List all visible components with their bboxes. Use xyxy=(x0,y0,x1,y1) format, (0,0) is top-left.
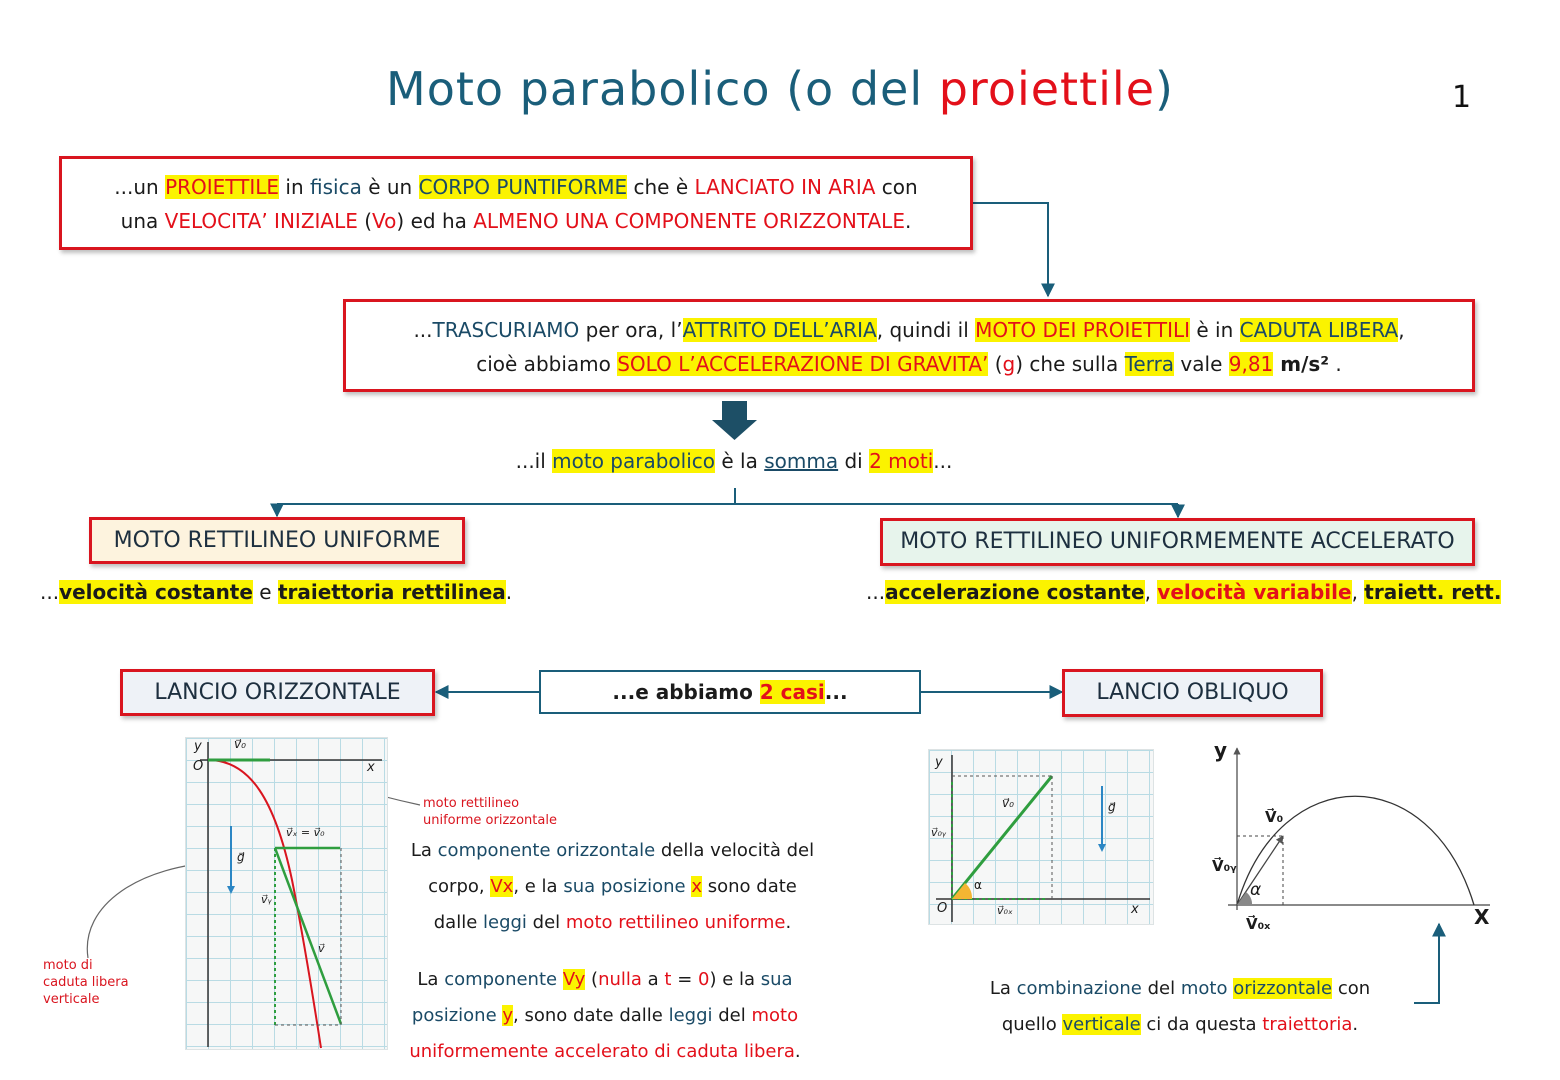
mid-y-label: y xyxy=(935,755,943,770)
cases-box: ...e abbiamo 2 casi... xyxy=(539,670,921,714)
assumption-line-1: ...TRASCURIAMO per ora, l’ATTRITO DELL’ARIA, quindi il MOTO DEI PROIETTILI è in CADUTA LIBERA, xyxy=(413,318,1405,342)
mid-v0-label: v⃗₀ xyxy=(1002,796,1014,810)
left-origin-label: O xyxy=(193,759,204,774)
mid-origin-label: O xyxy=(937,901,948,916)
mid-alpha-label: α xyxy=(974,878,982,892)
left-v0-label: v⃗₀ xyxy=(234,737,246,751)
right-v0y-label: V⃗₀ᵧ xyxy=(1212,857,1237,875)
combination-paragraph xyxy=(980,971,1380,1043)
sum-line: ...il moto parabolico è la somma di 2 moti... xyxy=(515,449,953,473)
left-g-label: g⃗ xyxy=(237,850,245,864)
horizontal-para-line-1: La componente orizzontale della velocità del xyxy=(410,840,815,861)
vertical-para-line-3: uniformemente accelerato di caduta libera. xyxy=(409,1041,801,1062)
horizontal-launch-box: LANCIO ORIZZONTALE xyxy=(120,669,435,716)
uniform-motion-box: MOTO RETTILINEO UNIFORME xyxy=(89,517,465,564)
accelerated-motion-box: MOTO RETTILINEO UNIFORMEMENTE ACCELERATO xyxy=(880,518,1475,566)
right-v0-label: V⃗₀ xyxy=(1265,808,1284,826)
uniform-motion-desc: ...velocità costante e traiettoria rettilinea. xyxy=(40,580,513,604)
definition-line-1: ...un PROIETTILE in fisica è un CORPO PUNTIFORME che è LANCIATO IN ARIA con xyxy=(114,175,918,199)
mid-x-label: x xyxy=(1131,902,1139,917)
left-vy-label: v⃗ᵧ xyxy=(261,893,272,906)
mid-v0y-label: v⃗₀ᵧ xyxy=(931,826,947,839)
left-v-label: v⃗ xyxy=(318,942,325,955)
combination-line-2: quello verticale ci da questa traiettoria. xyxy=(1001,1014,1359,1035)
left-y-label: y xyxy=(194,739,202,754)
right-y-label: y xyxy=(1214,738,1228,762)
right-alpha-label: α xyxy=(1250,880,1262,900)
accelerated-motion-desc: ...accelerazione costante, velocità variabile, traiett. rett. xyxy=(866,580,1502,604)
vertical-para-line-1: La componente Vy (nulla a t = 0) e la sua xyxy=(417,969,793,990)
page-title: Moto parabolico (o del proiettile) xyxy=(386,62,1174,116)
right-v0x-label: V⃗₀ₓ xyxy=(1246,915,1271,933)
left-x-label: x xyxy=(367,760,375,775)
combination-line-1: La combinazione del moto orizzontale con xyxy=(989,978,1371,999)
horizontal-para-line-2: corpo, Vx, e la sua posizione x sono date xyxy=(428,876,797,897)
left-vx-label: v⃗ₓ = v⃗₀ xyxy=(286,826,325,839)
note-uniform-horizontal: moto rettilineo uniforme orizzontale xyxy=(423,796,557,828)
vertical-para-line-2: posizione y, sono date dalle leggi del moto xyxy=(411,1005,799,1026)
horizontal-para-line-3: dalle leggi del moto rettilineo uniforme. xyxy=(433,912,792,933)
mid-g-label: g⃗ xyxy=(1108,800,1116,814)
note-free-fall: moto di caduta libera verticale xyxy=(43,958,129,1007)
definition-line-2: una VELOCITA’ INIZIALE (Vo) ed ha ALMENO UNA COMPONENTE ORIZZONTALE. xyxy=(120,209,912,233)
page-number: 1 xyxy=(1452,80,1472,115)
assumption-line-2: cioè abbiamo SOLO L’ACCELERAZIONE DI GRAVITA’ (g) che sulla Terra vale 9,81 m/s² . xyxy=(476,352,1342,376)
right-x-label: X xyxy=(1474,905,1490,929)
mid-v0x-label: v⃗₀ₓ xyxy=(997,904,1013,917)
oblique-launch-box: LANCIO OBLIQUO xyxy=(1062,669,1323,717)
